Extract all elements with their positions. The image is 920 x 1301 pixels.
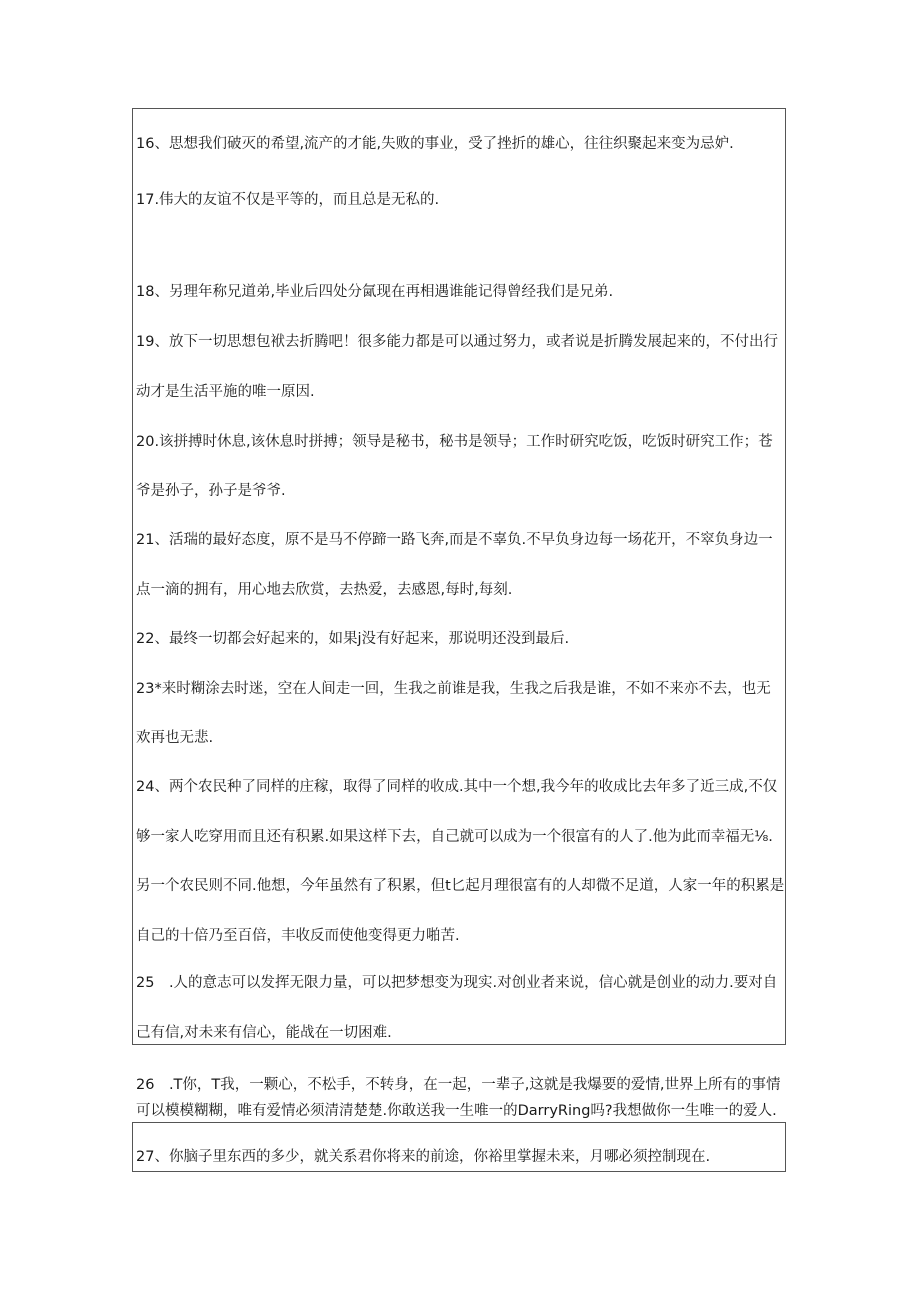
text-line: 25 .人的意志可以发挥无限力量，可以把梦想变为现实.对创业者来说，信心就是创业的动力.要对自 [136, 975, 778, 991]
text-line: 23*来时糊涂去时迷，空在人间走一回，生我之前谁是我，生我之后我是谁，不如不来亦不去，也无 [136, 681, 771, 697]
content-box-main [132, 108, 786, 1045]
text-line: 21、活瑞的最好态度，原不是马不停蹄一路飞奔,而是不辜负.不早负身边每一场花开，不窣负身边一 [136, 532, 773, 548]
text-line: 够一家人吃穿用而且还有积累.如果这样下去，自己就可以成为一个很富有的人了.他为此而幸福无⅛. [136, 829, 773, 845]
text-line: 点一滴的拥有，用心地去欣赏，去热爱，去感恩,每时,每刻. [136, 582, 513, 598]
text-line: 欢再也无悲. [136, 730, 214, 746]
text-line: 17.伟大的友谊不仅是平等的，而且总是无私的. [136, 192, 440, 208]
text-line: 18、另理年称兄道弟,毕业后四处分氤现在再相遇谁能记得曾经我们是兄弟. [136, 284, 614, 300]
text-line: 19、放下一切思想包袱去折腾吧！很多能力都是可以通过努力，或者说是折腾发展起来的，不付出行 [136, 334, 778, 350]
text-line: 24、两个农民种了同样的庄稼，取得了同样的收成.其中一个想,我今年的收成比去年多了近三成,不仅 [136, 779, 778, 795]
text-line: 爷是孙子，孙子是爷爷. [136, 483, 286, 499]
text-line: 27、你脑子里东西的多少，就关系君你将来的前途，你裕里掌握未来，月哪必须控制现在. [136, 1149, 711, 1165]
text-line: 己有信,对未来有信心，能战在一切困难. [136, 1025, 392, 1041]
text-line: 16、思想我们破灭的希望,流产的才能,失败的事业，受了挫折的雄心，往往织聚起来变为忌妒. [136, 136, 734, 152]
text-line: 可以模模糊糊，唯有爱情必须清清楚楚.你敢送我一生唯一的DarryRing吗?我想做你一生唯一的爱人. [136, 1103, 777, 1119]
text-line: 另一个农民则不同.他想，今年虽然有了积累，但t匕起月理很富有的人却微不足道，人家一年的积累是 [136, 878, 785, 894]
text-line: 26 .T你，T我，一颗心，不松手，不转身，在一起，一辈子,这就是我爆要的爱情,世界上所有的事情 [136, 1077, 781, 1093]
text-line: 20.该拼搏时休息,该休息时拼搏；领导是秘书，秘书是领导；工作时研究吃饭，吃饭时研究工作；苍 [136, 434, 773, 450]
text-line: 动才是生活平施的唯一原因. [136, 384, 315, 400]
text-line: 自己的十倍乃至百倍，丰收反而使他变得更力啪苦. [136, 928, 460, 944]
text-line: 22、最终一切都会好起来的，如果j没有好起来，那说明还没到最后. [136, 631, 570, 647]
